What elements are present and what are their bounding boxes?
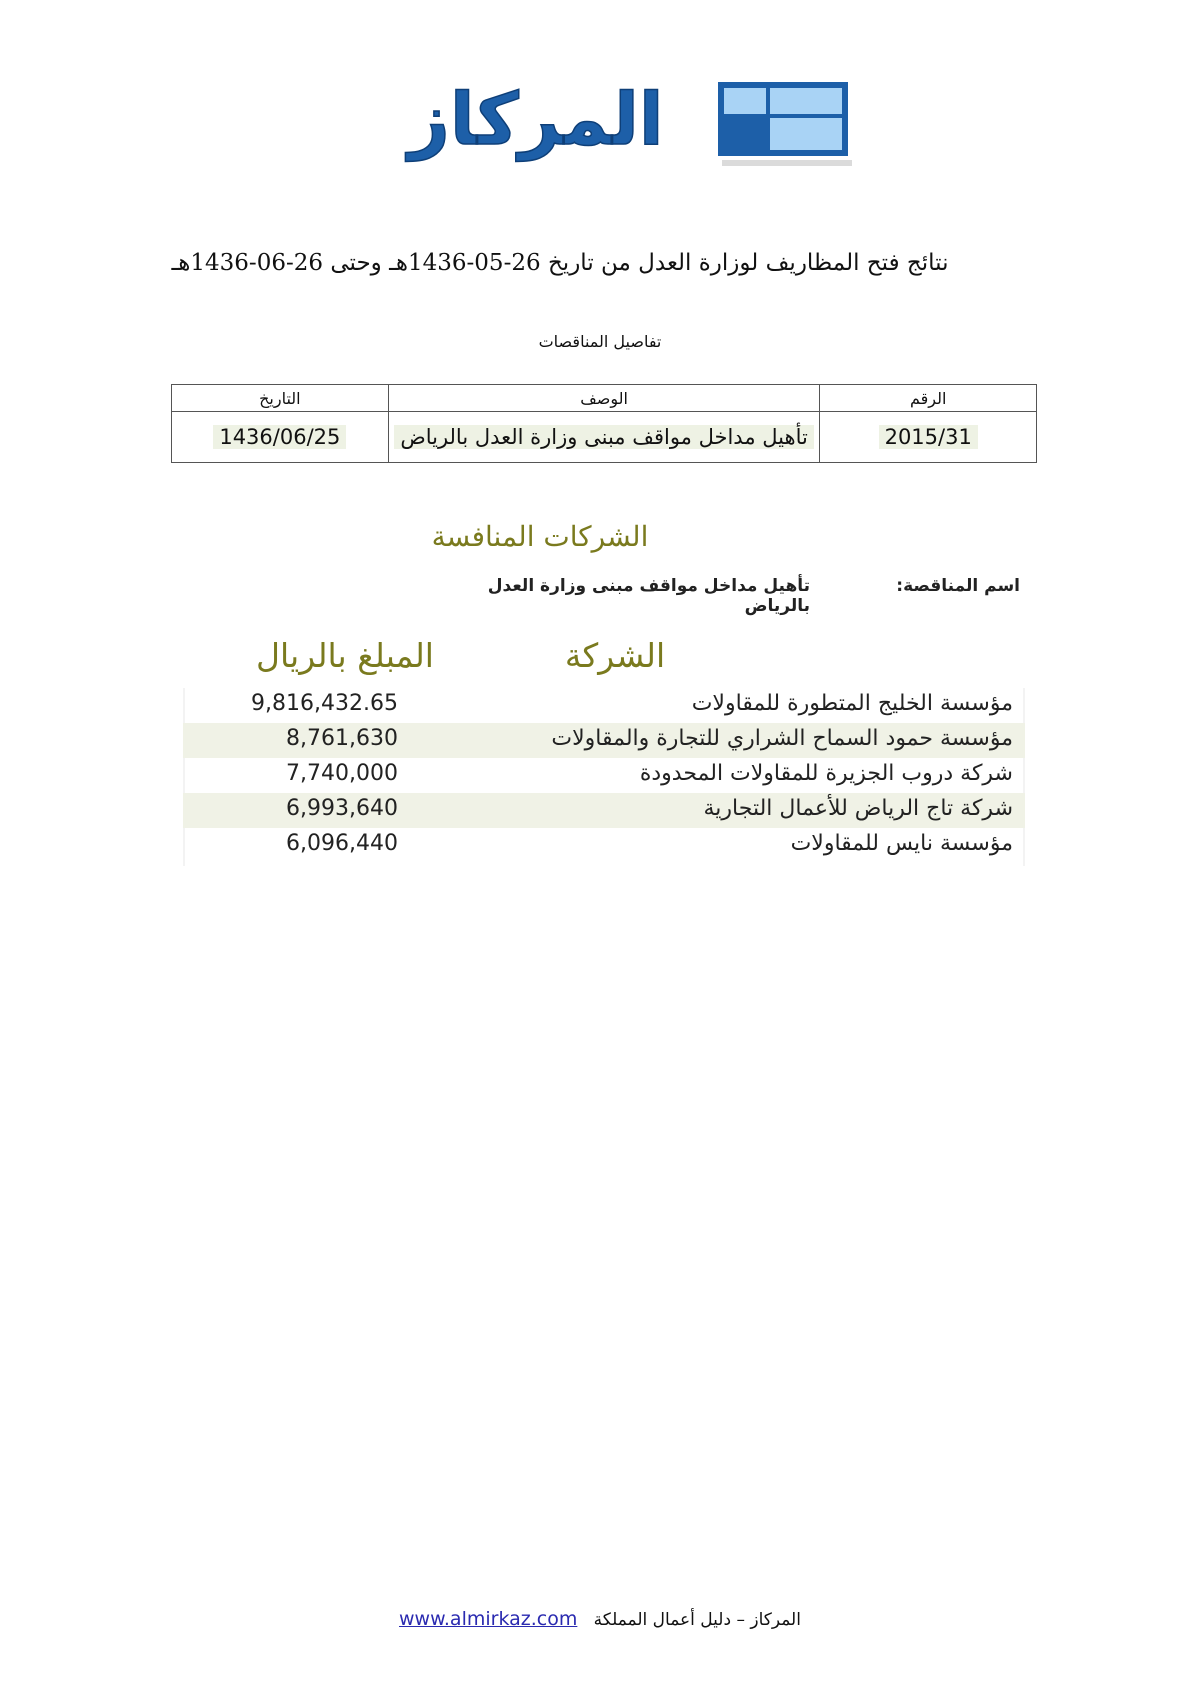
logo-squares-icon xyxy=(718,82,852,166)
list-item xyxy=(183,758,1025,793)
amount-column-header: المبلغ بالريال xyxy=(256,636,434,675)
logo-wordmark: المركاز xyxy=(408,78,664,161)
bid-amount: 6,993,640 xyxy=(286,796,398,821)
details-section-label: تفاصيل المناقصات xyxy=(538,332,662,351)
company-name: مؤسسة حمود السماح الشراري للتجارة والمقاولات xyxy=(551,726,1013,751)
competitors-list xyxy=(183,688,1025,863)
almirkaz-logo xyxy=(366,78,860,168)
header-number: الرقم xyxy=(820,385,1037,412)
footer-text: المركاز – دليل أعمال المملكة xyxy=(593,1610,801,1630)
list-item xyxy=(183,828,1025,863)
bid-amount: 8,761,630 xyxy=(286,726,398,751)
page-title: نتائج فتح المظاريف لوزارة العدل من تاريخ 26-05-1436هـ وحتى 26-06-1436هـ xyxy=(171,250,949,276)
tender-name-value: تأهيل مداخل مواقف مبنى وزارة العدل بالرياض xyxy=(487,576,810,616)
company-name: مؤسسة الخليج المتطورة للمقاولات xyxy=(691,691,1013,716)
header-description: الوصف xyxy=(388,385,820,412)
footer-website-link[interactable]: www.almirkaz.com xyxy=(399,1608,578,1630)
cell-number: 2015/31 xyxy=(820,412,1037,463)
bid-amount: 6,096,440 xyxy=(286,831,398,856)
tender-name-label: اسم المناقصة: xyxy=(896,576,1020,596)
bid-amount: 7,740,000 xyxy=(286,761,398,786)
company-name: شركة دروب الجزيرة للمقاولات المحدودة xyxy=(639,761,1013,786)
list-item xyxy=(183,688,1025,723)
table-row xyxy=(172,412,1037,463)
cell-description: تأهيل مداخل مواقف مبنى وزارة العدل بالرياض xyxy=(388,412,820,463)
footer xyxy=(300,1608,900,1630)
competitors-heading: الشركات المنافسة xyxy=(431,520,649,553)
company-column-header: الشركة xyxy=(564,636,666,675)
list-item xyxy=(183,793,1025,828)
bid-amount: 9,816,432.65 xyxy=(251,691,398,716)
list-item xyxy=(183,723,1025,758)
header-date: التاريخ xyxy=(172,385,389,412)
tender-details-table xyxy=(171,384,1037,463)
company-name: شركة تاج الرياض للأعمال التجارية xyxy=(703,796,1013,821)
company-name: مؤسسة نايس للمقاولات xyxy=(790,831,1013,856)
cell-date: 1436/06/25 xyxy=(172,412,389,463)
